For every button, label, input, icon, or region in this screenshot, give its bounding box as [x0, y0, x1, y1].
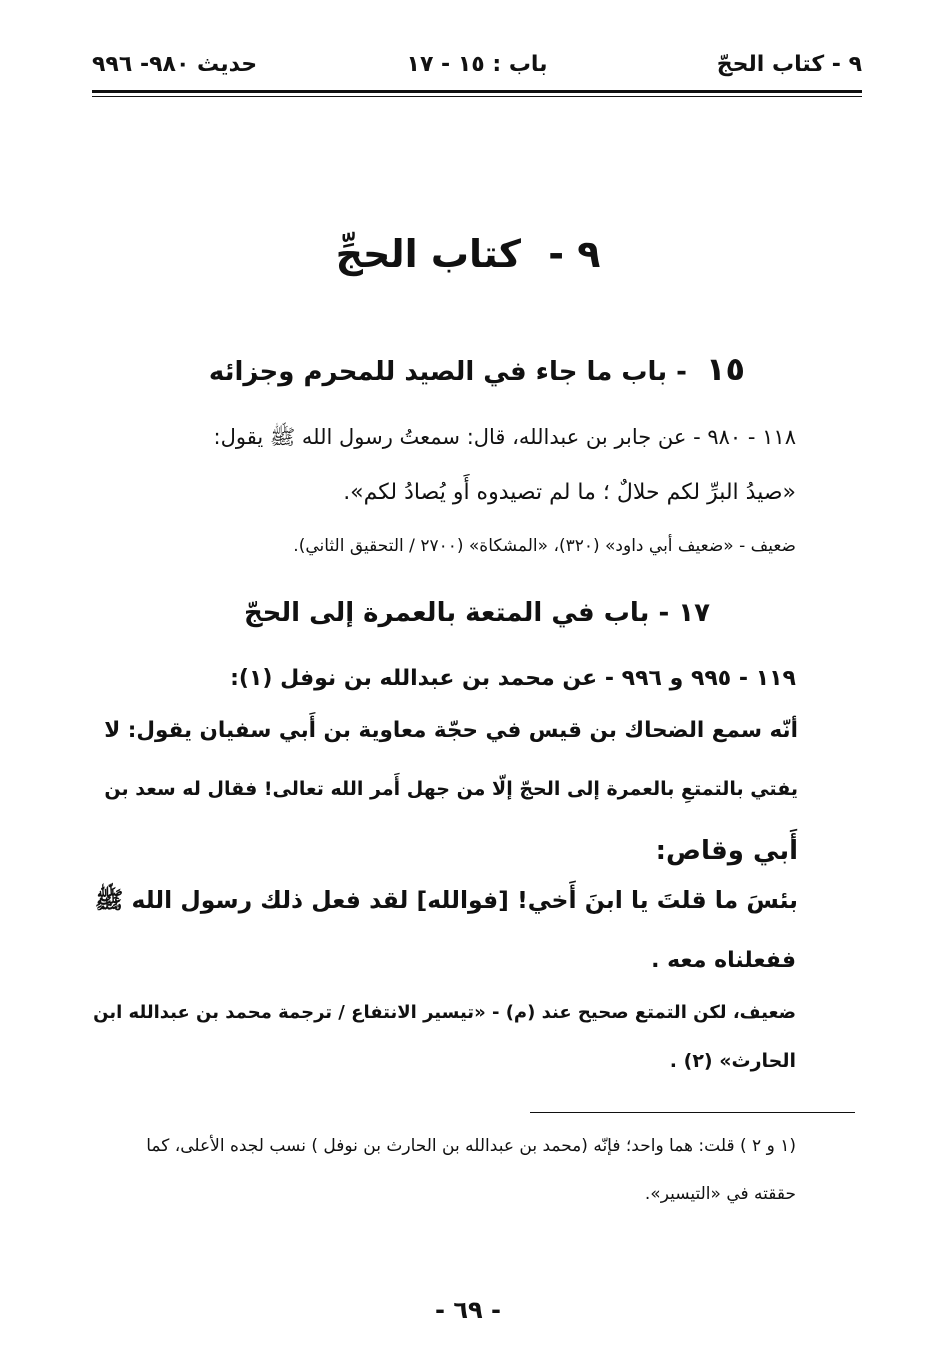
hadith-118-line-1: ١١٨ - ٩٨٠ - عن جابر بن عبدالله، قال: سمعتُ رسول الله ﷺ يقول: — [213, 425, 796, 449]
chapter-name: كتاب الحجِّ — [335, 232, 521, 276]
running-header-book: ٩ - كتاب الحجّ — [716, 52, 862, 77]
running-header-hadiths: حديث ٩٨٠- ٩٩٦ — [92, 52, 258, 77]
section-15-title — [92, 350, 862, 388]
page-number: - ٦٩ - — [435, 1296, 501, 1324]
hadith-119-reply-line-2: ففعلناه معه . — [651, 948, 796, 973]
hadith-118-grade: ضعيف - «ضعيف أبي داود» (٣٢٠)، «المشكاة» (٢٧٠٠ / التحقيق الثاني). — [293, 536, 796, 556]
running-header — [92, 52, 862, 88]
header-rule-thin — [92, 96, 862, 97]
section-15-number: ١٥ — [706, 350, 746, 388]
chapter-title — [0, 232, 936, 276]
hadith-119-grade-line-1: ضعيف، لكن التمتع صحيح عند (م) - «تيسير الانتفاع / ترجمة محمد بن عبدالله ابن — [93, 1002, 796, 1023]
hadith-118-line-2: «صيدُ البرِّ لكم حلالٌ ؛ ما لم تصيدوه أَو يُصادُ لكم». — [343, 480, 796, 505]
hadith-119-body-line-2: يفتي بالتمتعِ بالعمرة إلى الحجّ إلّا من جهل أَمر الله تعالى! فقال له سعد بن — [104, 778, 798, 800]
hadith-119-body-line-3: أَبي وقاص: — [655, 836, 798, 866]
hadith-119-header: ١١٩ - ٩٩٥ و ٩٩٦ - عن محمد بن عبدالله بن نوفل (١): — [230, 666, 796, 691]
header-rule — [92, 90, 862, 93]
footnote-line-2: حققته في «التيسير». — [644, 1184, 796, 1204]
footnote-rule — [530, 1112, 855, 1113]
section-17-title: ١٧ - باب في المتعة بالعمرة إلى الحجّ — [243, 598, 711, 628]
running-header-chapters: باب : ١٥ - ١٧ — [406, 52, 548, 77]
hadith-119-reply-line-1: بئسَ ما قلتَ يا ابنَ أَخي! [فوالله] لقد فعل ذلك رسول الله ﷺ — [94, 886, 798, 914]
footnote-line-1: (١ و ٢ ) قلت: هما واحد؛ فإنّه (محمد بن عبدالله بن الحارث بن نوفل ) نسب لجده الأعلى، كما — [146, 1136, 796, 1156]
hadith-119-body-line-1: أنّه سمع الضحاك بن قيس في حجّة معاوية بن أَبي سفيان يقول: لا — [104, 718, 798, 743]
section-15-heading: - باب ما جاء في الصيد للمحرم وجزائه — [208, 357, 687, 387]
chapter-number: ٩ - — [548, 232, 601, 276]
hadith-119-grade-line-2: الحارث» (٢) . — [669, 1050, 796, 1072]
